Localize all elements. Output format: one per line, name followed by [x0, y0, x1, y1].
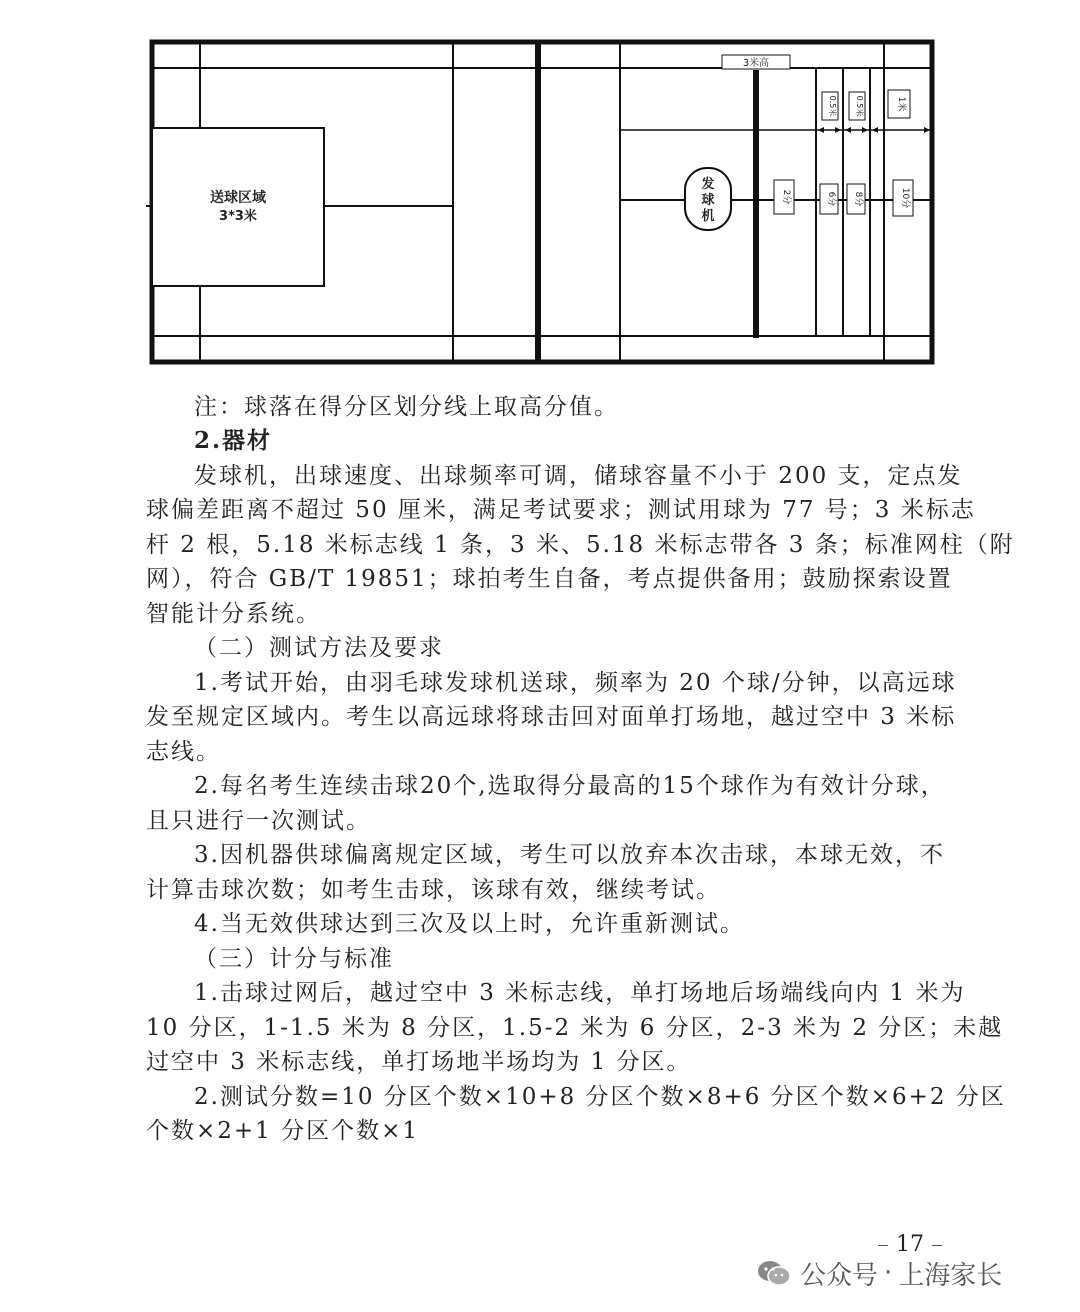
paragraph-line: 智能计分系统。 — [146, 601, 321, 627]
watermark-separator: · — [884, 1258, 893, 1288]
wechat-icon — [756, 1258, 792, 1288]
serve-area-title: 送球区域 — [210, 190, 266, 206]
paragraph-line: 杆 2 根，5.18 米标志线 1 条，3 米、5.18 米标志带各 3 条；标准网柱（附 — [146, 532, 1015, 558]
paragraph-line: 2.测试分数=10 分区个数×10+8 分区个数×8+6 分区个数×6+2 分区 — [194, 1084, 1006, 1110]
zone-label-1: 6分 — [826, 191, 836, 207]
section-heading-scoring: （三）计分与标准 — [194, 946, 394, 972]
paragraph-line: 10 分区，1-1.5 米为 8 分区，1.5-2 米为 6 分区，2-3 米为 2 分区；未越 — [146, 1015, 1004, 1041]
watermark-prefix: 公众号 — [800, 1260, 879, 1291]
serve-area-box — [152, 128, 324, 286]
width-label-1: 0.5米 — [855, 95, 864, 117]
width-label-0: 0.5米 — [828, 95, 837, 117]
paragraph-line: 且只进行一次测试。 — [146, 808, 371, 834]
serving-machine-label-3: 机 — [701, 209, 715, 224]
paragraph-line: 发球机，出球速度、出球频率可调，储球容量不小于 200 支，定点发 — [194, 463, 963, 489]
zone-label-2: 8分 — [853, 191, 863, 207]
zone-label-0: 2分 — [781, 189, 791, 205]
paragraph-line: 2.每名考生连续击球20个,选取得分最高的15个球作为有效计分球， — [194, 773, 946, 799]
zone-label-3: 10分 — [900, 187, 910, 209]
paragraph-line: 3.因机器供球偏离规定区域，考生可以放弃本次击球，本球无效，不 — [194, 842, 945, 868]
paragraph-line: 发至规定区域内。考生以高远球将球击回对面单打场地，越过空中 3 米标 — [146, 704, 957, 730]
court-diagram — [0, 0, 1080, 380]
paragraph-line: 1.考试开始，由羽毛球发球机送球，频率为 20 个球/分钟，以高远球 — [194, 670, 957, 696]
section-heading-equipment: 2.器材 — [194, 427, 273, 454]
serving-machine-label-2: 球 — [701, 193, 715, 208]
width-label-2: 1米 — [896, 96, 906, 112]
paragraph-line: 志线。 — [146, 739, 221, 765]
serve-area-size: 3*3米 — [219, 209, 257, 224]
section-heading-method: （二）测试方法及要求 — [194, 635, 444, 661]
paragraph-line: 个数×2+1 分区个数×1 — [146, 1118, 420, 1144]
paragraph-line: 4.当无效供球达到三次及以上时，允许重新测试。 — [194, 911, 745, 937]
page-number-value: 17 — [896, 1232, 924, 1257]
watermark — [756, 1256, 1002, 1290]
paragraph-line: 球偏差距离不超过 50 厘米，满足考试要求；测试用球为 77 号；3 米标志 — [146, 497, 976, 523]
paragraph-line: 过空中 3 米标志线，单打场地半场均为 1 分区。 — [146, 1049, 692, 1075]
paragraph-line: 计算击球次数；如考生击球，该球有效，继续考试。 — [146, 877, 721, 903]
height-label: 3米高 — [742, 58, 770, 69]
paragraph-line: 1.击球过网后，越过空中 3 米标志线，单打场地后场端线向内 1 米为 — [194, 980, 966, 1006]
paragraph-line: 网），符合 GB/T 19851；球拍考生自备，考点提供备用；鼓励探索设置 — [146, 566, 953, 592]
serving-machine-label-1: 发 — [701, 177, 715, 192]
note-line: 注：球落在得分区划分线上取高分值。 — [194, 394, 619, 420]
watermark-name: 上海家长 — [898, 1260, 1003, 1291]
page-number — [870, 1232, 950, 1257]
